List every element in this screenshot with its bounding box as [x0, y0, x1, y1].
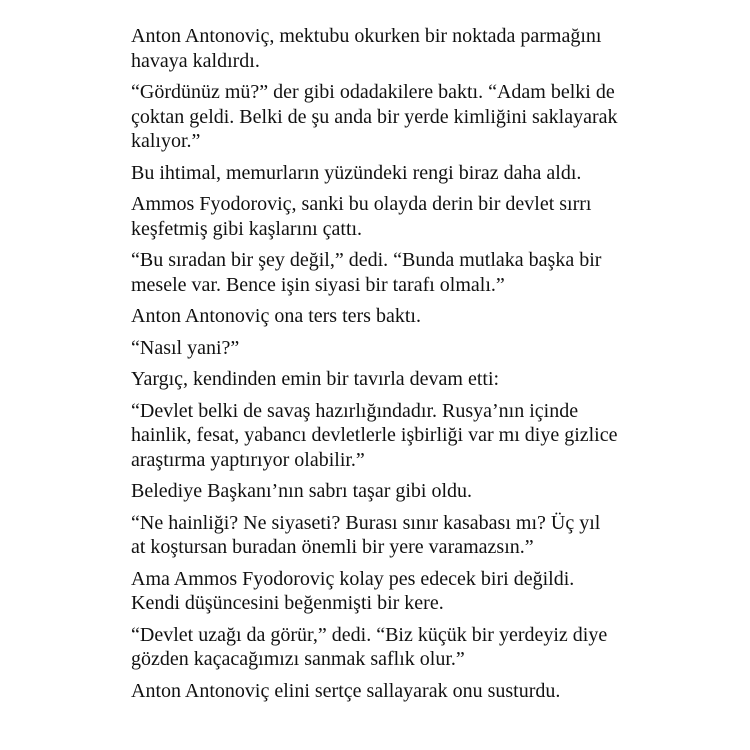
paragraph-7 [131, 336, 651, 361]
text-line: mesele var. Bence işin siyasi bir tarafı olmalı.” [131, 273, 505, 296]
text-line: keşfetmiş gibi kaşlarını çattı. [131, 217, 363, 240]
text-line: “Devlet belki de savaş hazırlığındadır. Rusya’nın içinde [131, 399, 579, 422]
paragraph-12 [131, 567, 651, 616]
paragraph-14 [131, 679, 651, 704]
text-line: Bu ihtimal, memurların yüzündeki rengi biraz daha aldı. [131, 161, 582, 184]
paragraph-11 [131, 511, 651, 560]
paragraph-5 [131, 248, 651, 297]
paragraph-13 [131, 623, 651, 672]
text-line: kalıyor.” [131, 130, 201, 152]
text-line: araştırma yaptırıyor olabilir.” [131, 448, 365, 471]
text-line: Ama Ammos Fyodoroviç kolay pes edecek biri değildi. [131, 567, 575, 590]
text-line: Anton Antonoviç ona ters ters baktı. [131, 305, 421, 327]
paragraph-2 [131, 80, 651, 154]
paragraph-6 [131, 304, 651, 329]
paragraph-8 [131, 367, 651, 392]
text-line: “Gördünüz mü?” der gibi odadakilere baktı. “Adam belki de [131, 81, 615, 103]
paragraph-10 [131, 479, 651, 504]
text-line: Anton Antonoviç elini sertçe sallayarak onu susturdu. [131, 679, 561, 702]
text-line: gözden kaçacağımızı sanmak saflık olur.” [131, 648, 465, 670]
text-line: “Bu sıradan bir şey değil,” dedi. “Bunda mutlaka başka bir [131, 249, 602, 271]
text-line: hainlik, fesat, yabancı devletlerle işbirliği var mı diye gizlice [131, 424, 618, 446]
text-line: “Ne hainliği? Ne siyaseti? Burası sınır kasabası mı? Üç yıl [131, 511, 601, 534]
text-line: at koştursan buradan önemli bir yere varamazsın.” [131, 536, 534, 558]
text-line: çoktan geldi. Belki de şu anda bir yerde kimliğini saklayarak [131, 105, 618, 128]
text-line: Ammos Fyodoroviç, sanki bu olayda derin bir devlet sırrı [131, 193, 592, 215]
text-line: Yargıç, kendinden emin bir tavırla devam etti: [131, 368, 500, 390]
text-line: “Devlet uzağı da görür,” dedi. “Biz küçük bir yerdeyiz diye [131, 623, 608, 646]
document-body [131, 24, 651, 710]
text-line: “Nasıl yani?” [131, 336, 240, 359]
paragraph-4 [131, 192, 651, 241]
paragraph-3 [131, 161, 651, 186]
paragraph-1 [131, 24, 651, 73]
text-line: havaya kaldırdı. [131, 49, 260, 72]
paragraph-9 [131, 399, 651, 473]
text-line: Anton Antonoviç, mektubu okurken bir noktada parmağını [131, 25, 602, 47]
text-line: Kendi düşüncesini beğenmişti bir kere. [131, 592, 444, 614]
text-line: Belediye Başkanı’nın sabrı taşar gibi oldu. [131, 480, 473, 502]
